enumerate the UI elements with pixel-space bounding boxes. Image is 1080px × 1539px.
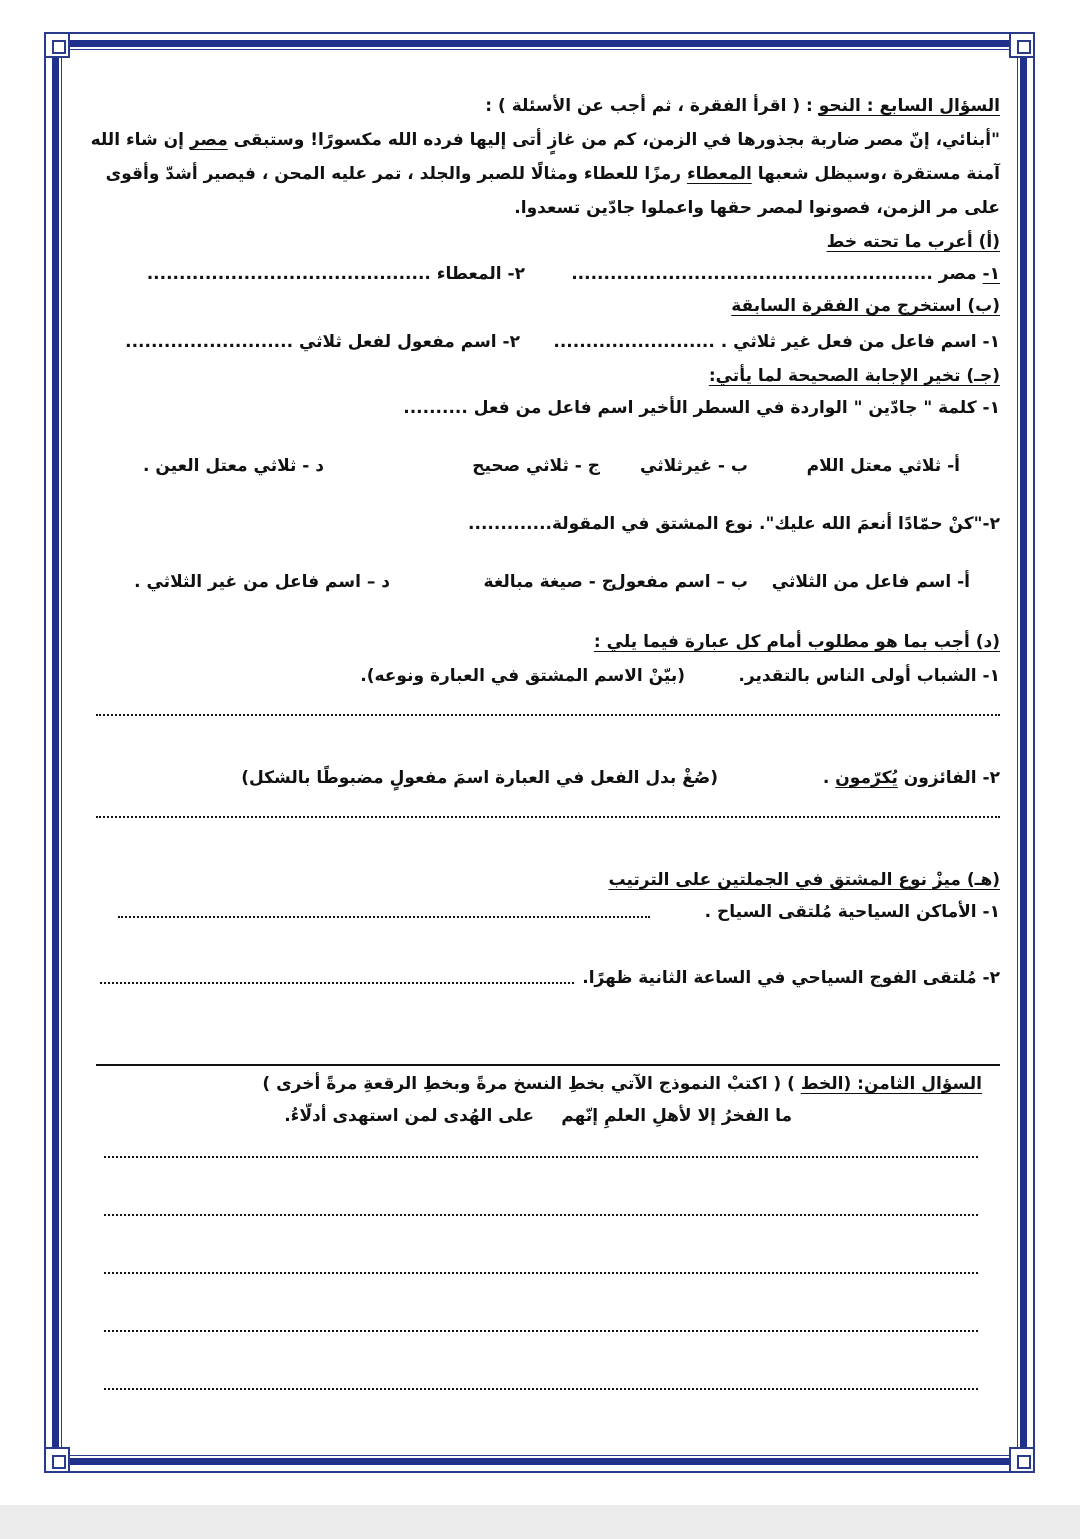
section-a-heading: (أ) أعرب ما تحته خط bbox=[826, 232, 1000, 252]
corner-ornament-bottom-left bbox=[44, 1447, 70, 1473]
item-text: ٢- الفائزون bbox=[897, 768, 1000, 788]
section-b-item-1[interactable]: ١- اسم فاعل من فعل غير ثلاثي . ......................... bbox=[553, 332, 1000, 352]
q7-header bbox=[485, 92, 1000, 120]
section-d-item-1: ١- الشباب أولى الناس بالتقدير. bbox=[738, 666, 1000, 686]
writing-line-4[interactable] bbox=[104, 1330, 978, 1332]
c1-option-a[interactable]: أ- ثلاثي معتل اللام bbox=[806, 456, 960, 476]
section-separator bbox=[96, 1064, 1000, 1066]
c1-option-d[interactable]: د - ثلاثي معتل العين . bbox=[143, 456, 324, 476]
section-c-question-1: ١- كلمة " جادّين " الواردة في السطر الأخير اسم فاعل من فعل .......... bbox=[403, 398, 1000, 418]
q7-title: السؤال السابع : النحو bbox=[818, 96, 1000, 116]
q8-instruction: ) ( اكتبْ النموذج الآتي بخطِ النسخ مرةً وبخطِ الرقعةِ مرةً أخرى ) bbox=[262, 1074, 801, 1094]
c1-option-b[interactable]: ب - غيرثلاثي bbox=[640, 456, 748, 476]
answer-line-d1[interactable] bbox=[96, 714, 1000, 716]
c2-option-a[interactable]: أ- اسم فاعل من الثلاثي bbox=[771, 572, 970, 592]
section-a-item-1 bbox=[571, 260, 1000, 288]
answer-line-d2[interactable] bbox=[96, 816, 1000, 818]
corner-ornament-top-right bbox=[1009, 32, 1035, 58]
c2-option-d[interactable]: د – اسم فاعل من غير الثلاثي . bbox=[134, 572, 390, 592]
section-d-item-2-task: (صُغْ بدل الفعل في العبارة اسمَ مفعولٍ مضبوطًا بالشكل) bbox=[241, 768, 718, 788]
page-bottom-margin bbox=[0, 1505, 1080, 1539]
verse-hemistich-1: ما الفخرُ إلا لأهلِ العلمِ إنّهم bbox=[561, 1106, 792, 1126]
corner-ornament-bottom-right bbox=[1009, 1447, 1035, 1473]
underlined-word-masr: مصر bbox=[189, 130, 228, 150]
worksheet-content bbox=[82, 88, 1000, 1428]
item-number: ١- bbox=[982, 264, 1000, 284]
c2-option-c[interactable]: ج - صيغة مبالغة bbox=[483, 572, 614, 592]
section-h-item-1: ١- الأماكن السياحية مُلتقى السياح . bbox=[704, 902, 1000, 922]
answer-line-h1[interactable] bbox=[118, 916, 650, 918]
answer-line-h2[interactable] bbox=[100, 982, 574, 984]
section-a-item-2[interactable]: ٢- المعطاء ............................................ bbox=[146, 264, 525, 284]
section-c-heading: (جـ) تخير الإجابة الصحيحة لما يأتي: bbox=[708, 366, 1000, 386]
q8-header bbox=[262, 1070, 982, 1098]
q8-title: السؤال الثامن: (الخط bbox=[800, 1074, 982, 1094]
section-b-item-2[interactable]: ٢- اسم مفعول لفعل ثلاثي .......................... bbox=[125, 332, 520, 352]
section-h-item-2: ٢- مُلتقى الفوج السياحي في الساعة الثانية ظهرًا. bbox=[582, 968, 1000, 988]
answer-blank[interactable]: مصر ........................................................ bbox=[571, 264, 983, 284]
underlined-word-almoataa: المعطاء bbox=[686, 164, 752, 184]
section-h-heading: (هـ) ميزْ نوع المشتق في الجملتين على الترتيب bbox=[608, 870, 1000, 890]
paragraph-text: إن شاء الله bbox=[90, 130, 190, 150]
c1-option-c[interactable]: ج - ثلاثي صحيح bbox=[472, 456, 600, 476]
section-d-item-2 bbox=[823, 764, 1000, 792]
underlined-word-yukramun: يُكرّمون bbox=[835, 768, 898, 788]
writing-line-1[interactable] bbox=[104, 1156, 978, 1158]
section-d-heading: (د) أجب بما هو مطلوب أمام كل عبارة فيما يلي : bbox=[593, 632, 1000, 652]
corner-ornament-top-left bbox=[44, 32, 70, 58]
paragraph-line-1 bbox=[91, 126, 1000, 154]
paragraph-line-2 bbox=[106, 160, 1000, 188]
paragraph-line-3: على مر الزمن، فصونوا لمصر حقها واعملوا جادّين تسعدوا. bbox=[514, 198, 1000, 218]
item-text: . bbox=[822, 768, 836, 788]
section-b-heading: (ب) استخرج من الفقرة السابقة bbox=[731, 296, 1000, 316]
writing-line-3[interactable] bbox=[104, 1272, 978, 1274]
paragraph-text: آمنة مستقرة ،وسيظل شعبها bbox=[751, 164, 1000, 184]
writing-line-5[interactable] bbox=[104, 1388, 978, 1390]
verse-hemistich-2: على الهُدى لمن استهدى أدلّاءُ. bbox=[284, 1106, 534, 1126]
section-c-question-2: ٢-"كنْ حمّادًا أنعمَ الله عليك". نوع المشتق في المقولة............. bbox=[468, 514, 1000, 534]
q7-instruction: : ( اقرأ الفقرة ، ثم أجب عن الأسئلة ) : bbox=[485, 96, 819, 116]
paragraph-text: "أبنائي، إنّ مصر ضاربة بجذورها في الزمن، كم من غازٍ أتى إليها فرده الله مكسورًا! وستبقى bbox=[227, 130, 1000, 150]
c2-option-b[interactable]: ب – اسم مفعول bbox=[611, 572, 748, 592]
paragraph-text: رمزًا للعطاء ومثالًا للصبر والجلد ، تمر عليه المحن ، فيصير أشدّ وأقوى bbox=[105, 164, 687, 184]
writing-line-2[interactable] bbox=[104, 1214, 978, 1216]
section-d-item-1-task: (بيّنْ الاسم المشتق في العبارة ونوعه). bbox=[360, 666, 685, 686]
